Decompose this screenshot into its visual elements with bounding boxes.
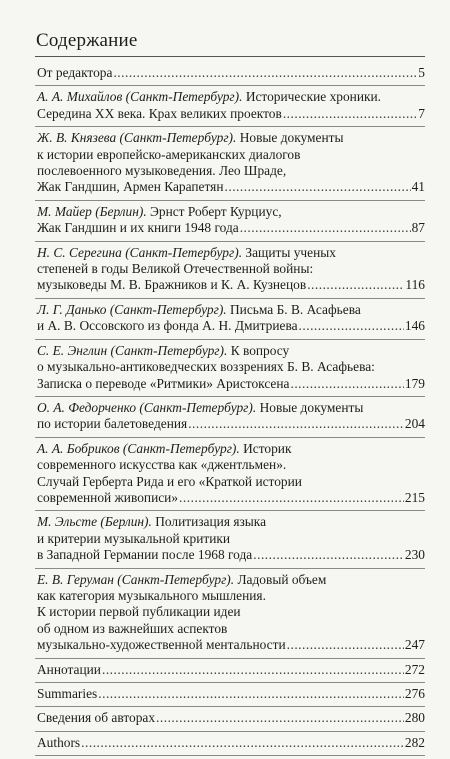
page-number: 215 <box>404 489 425 505</box>
toc-entry-line <box>37 474 425 490</box>
toc-entry-title: об одном из важнейших аспектов <box>37 620 228 636</box>
toc-entry-title: Жак Гандшин, Армен Карапетян <box>37 179 224 195</box>
toc-entry-line <box>37 359 425 375</box>
entry-divider <box>35 126 425 127</box>
author-name: О. А. Федорченко (Санкт-Петербург). <box>37 399 257 415</box>
toc-entry-last-line <box>37 735 425 751</box>
toc-entry[interactable] <box>37 735 425 751</box>
entry-divider <box>35 241 425 242</box>
toc-entry-title: и А. В. Оссовского из фонда А. Н. Дмитриева <box>37 318 298 334</box>
entry-divider <box>35 200 425 201</box>
entry-divider <box>35 510 425 511</box>
toc-entry-last-line <box>37 416 425 432</box>
toc-entry-line <box>37 89 425 105</box>
toc-entry-title: Аннотации <box>37 661 101 677</box>
toc-entry-title: музыковеды М. В. Бражников и К. А. Кузнецов <box>37 277 307 293</box>
toc-entry-title: как категория музыкального мышления. <box>37 587 266 603</box>
toc-appendix-entries <box>35 662 425 757</box>
toc-entry-last-line <box>37 277 425 293</box>
entry-divider <box>35 706 425 707</box>
toc-entry-line <box>37 261 425 277</box>
page-number: 41 <box>411 179 425 195</box>
dot-leader <box>240 220 411 236</box>
toc-entry-line <box>37 457 425 473</box>
toc-entry-last-line <box>37 318 425 334</box>
toc-entry-title: Summaries <box>37 686 98 701</box>
toc-entry-line <box>37 531 425 547</box>
author-name: С. Е. Энглин (Санкт-Петербург). <box>37 342 228 358</box>
entry-divider <box>35 731 425 732</box>
toc-entry-title: и критерии музыкальной критики <box>37 530 231 546</box>
toc-entry-line <box>37 302 425 318</box>
toc-entry-line <box>37 147 425 163</box>
dot-leader <box>287 637 404 653</box>
toc-entry-line <box>37 588 425 604</box>
toc-entry-title: Случай Герберта Рида и его «Краткой истории <box>37 473 302 489</box>
entry-divider <box>35 682 425 683</box>
toc-entry-line <box>37 130 425 146</box>
toc-entry-line <box>37 621 425 637</box>
entry-divider <box>35 396 425 397</box>
toc-entry-line <box>37 572 425 588</box>
entry-divider <box>35 658 425 659</box>
dot-leader <box>113 65 417 81</box>
toc-entry-line <box>37 514 425 530</box>
toc-entry-title: Новые документы <box>239 130 344 146</box>
toc-entry-title: о музыкально-антиковедческих воззрениях Б. В. Асафьева: <box>37 359 375 375</box>
toc-entry[interactable] <box>37 343 425 392</box>
toc-entry-last-line <box>37 106 425 122</box>
author-name: Н. С. Серегина (Санкт-Петербург). <box>37 244 243 260</box>
toc-entry-title: К вопросу <box>230 342 290 358</box>
toc-entry[interactable] <box>37 400 425 433</box>
toc-entry-title: к истории европейско-американских диалогов <box>37 146 301 162</box>
toc-entry-last-line <box>37 179 425 195</box>
toc-entry-title: по истории балетоведения <box>37 416 188 432</box>
toc-entry[interactable] <box>37 662 425 678</box>
toc-entry[interactable] <box>37 89 425 122</box>
toc-entry-title: Политизация языка <box>155 514 267 530</box>
page-number: 179 <box>404 375 425 391</box>
entry-divider <box>35 339 425 340</box>
toc-entry[interactable] <box>37 302 425 335</box>
author-name: А. А. Бобриков (Санкт-Петербург). <box>37 440 240 456</box>
entry-divider <box>35 437 425 438</box>
dot-leader <box>225 179 411 195</box>
dot-leader <box>102 662 404 678</box>
dot-leader <box>156 710 404 726</box>
page-number: 247 <box>404 637 425 653</box>
toc-entry-last-line <box>37 547 425 563</box>
toc-entry-title: К истории первой публикации идеи <box>37 604 241 620</box>
toc-entry-line <box>37 400 425 416</box>
toc-entry-line <box>37 343 425 359</box>
dot-leader <box>307 277 404 293</box>
toc-entry-title: Сведения об авторах <box>37 710 156 726</box>
toc-entry[interactable] <box>37 441 425 507</box>
toc-entry-title: современной живописи» <box>37 489 179 505</box>
toc-entry[interactable] <box>37 245 425 294</box>
toc-entry-last-line <box>37 662 425 678</box>
dot-leader <box>188 416 404 432</box>
dot-leader <box>290 376 403 392</box>
toc-entry-title: Authors <box>37 734 81 750</box>
toc-entry-title: послевоенного музыковедения. Лео Шраде, <box>37 163 287 179</box>
entry-divider <box>35 85 425 86</box>
toc-entry-title: Эрнст Роберт Курциус, <box>150 203 282 219</box>
page-number: 280 <box>404 710 425 726</box>
toc-entry-last-line <box>37 490 425 506</box>
page-number: 146 <box>404 318 425 334</box>
toc-entry-last-line <box>37 376 425 392</box>
toc-entry-title: Записка о переводе «Ритмики» Аристоксена <box>37 375 290 391</box>
toc-entry-title: Ладовый объем <box>237 571 327 587</box>
toc-entry-line <box>37 204 425 220</box>
toc-entries <box>35 65 425 659</box>
author-name: Е. В. Геруман (Санкт-Петербург). <box>37 571 235 587</box>
toc-entry-title: Историк <box>243 440 292 456</box>
toc-entry-title: Середина XX века. Крах великих проектов <box>37 105 282 121</box>
page-number: 282 <box>404 734 425 750</box>
author-name: А. А. Михайлов (Санкт-Петербург). <box>37 89 243 105</box>
toc-entry-last-line <box>37 65 425 81</box>
toc-entry-title: От редактора <box>37 65 113 80</box>
page-number: 230 <box>404 547 425 563</box>
toc-entry-title: музыкально-художественной ментальности <box>37 637 286 653</box>
page-number: 204 <box>404 416 425 432</box>
toc-entry-line <box>37 245 425 261</box>
toc-entry-title: Жак Гандшин и их книги 1948 года <box>37 220 239 236</box>
entry-divider <box>35 568 425 569</box>
toc-entry-title: Письма Б. В. Асафьева <box>230 301 361 317</box>
toc-entry[interactable] <box>37 130 425 196</box>
dot-leader <box>299 318 404 334</box>
toc-entry-title: Новые документы <box>259 399 364 415</box>
dot-leader <box>98 686 404 702</box>
author-name: М. Майер (Берлин). <box>37 203 147 219</box>
page-number: 276 <box>404 686 425 701</box>
toc-entry[interactable] <box>37 65 425 81</box>
toc-entry-last-line <box>37 710 425 726</box>
toc-entry[interactable] <box>37 572 425 654</box>
toc-entry-line <box>37 604 425 620</box>
toc-entry-line <box>37 441 425 457</box>
dot-leader <box>283 106 417 122</box>
toc-entry-title: Защиты ученых <box>245 244 336 260</box>
toc-entry[interactable] <box>37 514 425 563</box>
dot-leader <box>81 735 404 751</box>
entry-divider <box>35 298 425 299</box>
toc-entry-title: в Западной Германии после 1968 года <box>37 547 253 563</box>
toc-entry[interactable] <box>37 710 425 726</box>
toc-entry[interactable] <box>37 686 425 702</box>
toc-entry-last-line <box>37 637 425 653</box>
toc-entry-last-line <box>37 220 425 236</box>
author-name: Ж. В. Князева (Санкт-Петербург). <box>37 130 237 146</box>
page-number: 87 <box>411 220 425 236</box>
dot-leader <box>179 490 404 506</box>
page-number: 7 <box>418 105 425 121</box>
dot-leader <box>253 547 404 563</box>
toc-entry[interactable] <box>37 204 425 237</box>
table-of-contents <box>35 30 425 759</box>
toc-entry-last-line <box>37 686 425 702</box>
page-title: Содержание <box>36 30 138 51</box>
toc-entry-title: Исторические хроники. <box>245 89 382 105</box>
toc-entry-title: современного искусства как «джентльмен». <box>37 457 287 473</box>
toc-entry-line <box>37 163 425 179</box>
entry-divider <box>35 755 425 756</box>
author-name: М. Эльсте (Берлин). <box>37 514 152 530</box>
heading-rule <box>35 56 425 57</box>
page-number: 116 <box>405 277 425 293</box>
toc-entry-title: степеней в годы Великой Отечественной войны: <box>37 261 314 277</box>
author-name: Л. Г. Данько (Санкт-Петербург). <box>37 301 227 317</box>
page-number: 5 <box>418 65 425 80</box>
page-number: 272 <box>404 661 425 677</box>
